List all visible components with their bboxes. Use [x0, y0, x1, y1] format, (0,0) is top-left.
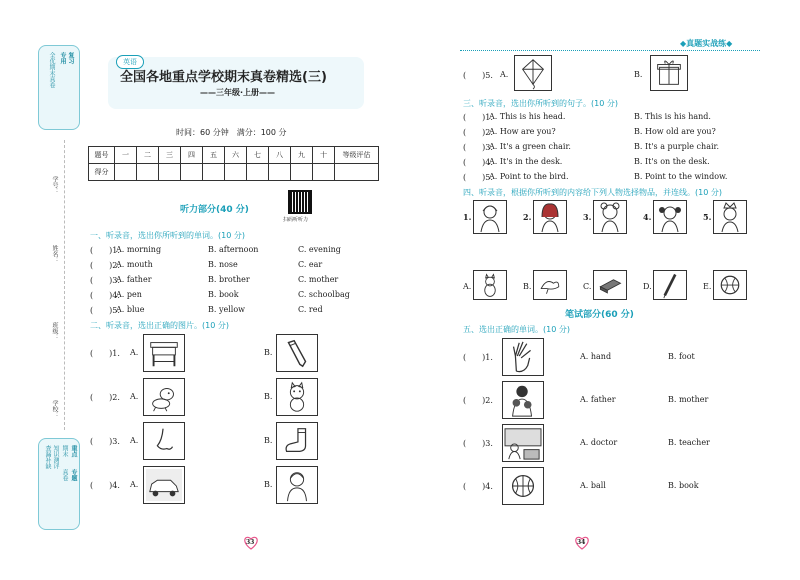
score-table-header-row [89, 147, 379, 164]
question-number: ( )4. [463, 158, 493, 167]
sidebar-bottom-tab [38, 438, 80, 530]
student-id-label: 学号： [51, 176, 58, 194]
score-cell: 九 [291, 147, 313, 164]
option-a: A. father [116, 275, 152, 284]
diamond-icon: ◆ [680, 38, 687, 48]
listening-title [180, 202, 249, 215]
option-b: B. book [208, 290, 239, 299]
question-number: ( )4. [463, 482, 493, 491]
sidebar-bottom-text-5: 知识测评 [52, 445, 59, 469]
sidebar-bottom-text-6: 查漏补缺 [44, 445, 51, 469]
question-number: ( )1. [90, 246, 120, 255]
sidebar-bottom-text-1: 重点 [70, 445, 77, 457]
girl-picture[interactable] [276, 466, 318, 504]
score-cell: 十 [313, 147, 335, 164]
option-a: A. ball [580, 481, 606, 490]
person-picture[interactable] [593, 200, 627, 234]
score-input-cell[interactable] [291, 164, 313, 181]
school-label: 学校： [51, 400, 58, 418]
option-b: B. It's a purple chair. [634, 142, 720, 151]
object-picture[interactable] [533, 270, 567, 300]
option-a: A. It's a green chair. [489, 142, 571, 151]
question-number: ( )4. [90, 481, 120, 490]
sidebar-top-text-2: 专用 [59, 52, 66, 64]
desk-picture[interactable] [143, 334, 185, 372]
question-number: ( )3. [463, 143, 493, 152]
person-number: 2. [523, 212, 532, 222]
header-badge [680, 38, 732, 49]
time-info: 时间：60 分钟 满分：100 分 [176, 128, 287, 137]
option-b: B. nose [208, 260, 238, 269]
sidebar-top-tab [38, 45, 80, 130]
score-input-cell[interactable] [137, 164, 159, 181]
option-a: A. father [580, 395, 616, 404]
score-cell: 六 [225, 147, 247, 164]
question-number: ( )3. [463, 439, 493, 448]
score-input-cell[interactable] [115, 164, 137, 181]
score-cell: 七 [247, 147, 269, 164]
option-b: B. mother [668, 395, 709, 404]
section2-title: 二、听录音，选出正确的图片。(10 分) [90, 321, 229, 330]
q5-number: ( )5. [463, 71, 493, 80]
diamond-icon: ◆ [726, 38, 733, 48]
right-page-number: 34 [577, 539, 586, 546]
class-label: 班级： [51, 322, 58, 340]
written-title [565, 307, 634, 320]
option-b: B. brother [208, 275, 250, 284]
question-number: ( )1. [90, 349, 120, 358]
car-picture[interactable] [143, 466, 185, 504]
score-input-cell[interactable] [335, 164, 379, 181]
option-b: B. yellow [208, 305, 245, 314]
option-a: A. pen [116, 290, 142, 299]
option-c: C. evening [298, 245, 341, 254]
written-title-text: 笔试部分(60 分) [565, 310, 634, 320]
option-b: B. This is his hand. [634, 112, 711, 121]
score-table [88, 146, 379, 181]
question-number: ( )3. [90, 276, 120, 285]
score-input-cell[interactable] [247, 164, 269, 181]
hand-picture[interactable] [502, 338, 544, 376]
option-a: A. How are you? [489, 127, 556, 136]
nose-picture[interactable] [143, 422, 185, 460]
question-number: ( )2. [90, 393, 120, 402]
score-input-cell[interactable] [269, 164, 291, 181]
score-cell: 八 [269, 147, 291, 164]
listening-title-text: 听力部分(40 分) [180, 205, 249, 215]
option-b: B. [264, 436, 273, 445]
person-number: 5. [703, 212, 712, 222]
score-input-cell[interactable] [225, 164, 247, 181]
object-picture[interactable] [473, 270, 507, 300]
option-b: B. foot [668, 352, 695, 361]
question-number: ( )5. [90, 306, 120, 315]
section4-title: 四、听录音，根据你所听到的内容给下列人物选择物品，并连线。(10 分) [463, 188, 722, 197]
score-cell: 等级评估 [335, 147, 379, 164]
sidebar-top-text-3: 全优期末真卷 [48, 52, 55, 88]
section1-title: 一、听录音，选出你所听到的单词。(10 分) [90, 231, 245, 240]
question-number: ( )2. [463, 128, 493, 137]
option-a: A. [130, 436, 139, 445]
question-number: ( )3. [90, 437, 120, 446]
section5-title: 五、选出正确的单词。(10 分) [463, 325, 570, 334]
score-cell: 五 [203, 147, 225, 164]
cut-line [64, 140, 65, 430]
crayon-picture[interactable] [276, 334, 318, 372]
score-cell: 二 [137, 147, 159, 164]
object-label: D. [643, 282, 652, 291]
option-a: A. blue [116, 305, 145, 314]
question-number: ( )1. [463, 353, 493, 362]
question-number: ( )2. [463, 396, 493, 405]
option-b: B. afternoon [208, 245, 259, 254]
option-c: C. schoolbag [298, 290, 350, 299]
object-label: B. [523, 282, 532, 291]
person-picture[interactable] [653, 200, 687, 234]
question-number: ( )1. [463, 113, 493, 122]
option-b: B. It's on the desk. [634, 157, 710, 166]
option-b: B. teacher [668, 438, 710, 447]
score-cell: 三 [159, 147, 181, 164]
person-number: 1. [463, 212, 472, 222]
question-number: ( )2. [90, 261, 120, 270]
person-picture[interactable] [473, 200, 507, 234]
object-label: A. [463, 282, 472, 291]
qr-code[interactable] [288, 190, 312, 214]
sidebar-bottom-text-2: 专题 [70, 469, 77, 481]
object-picture[interactable] [653, 270, 687, 300]
q5-option-b: B. [634, 70, 643, 79]
option-a: A. hand [580, 352, 612, 361]
dog-picture[interactable] [143, 378, 185, 416]
score-cell: 题号 [89, 147, 115, 164]
score-input-cell[interactable] [313, 164, 335, 181]
ball-picture[interactable] [502, 467, 544, 505]
page-title: 全国各地重点学校期末真卷精选(三) [120, 70, 327, 85]
option-b: B. How old are you? [634, 127, 716, 136]
kite-picture[interactable] [514, 55, 552, 91]
option-b: B. book [668, 481, 699, 490]
header-rule [460, 50, 760, 51]
teacher-picture[interactable] [502, 424, 544, 462]
option-a: A. It's in the desk. [489, 157, 563, 166]
person-number: 4. [643, 212, 652, 222]
option-c: C. ear [298, 260, 323, 269]
option-a: A. [130, 480, 139, 489]
cat-picture[interactable] [276, 378, 318, 416]
score-table-score-row [89, 164, 379, 181]
object-picture[interactable] [713, 270, 747, 300]
option-a: A. doctor [580, 438, 618, 447]
name-label: 姓名： [51, 245, 58, 263]
q5-option-a: A. [500, 70, 509, 79]
person-picture[interactable] [713, 200, 747, 234]
option-a: A. This is his head. [489, 112, 566, 121]
object-label: C. [583, 282, 592, 291]
score-input-cell[interactable] [181, 164, 203, 181]
option-b: B. [264, 392, 273, 401]
person-picture[interactable] [533, 200, 567, 234]
option-a: A. Point to the bird. [489, 172, 569, 181]
page-subtitle: ——三年级·上册—— [200, 88, 276, 97]
option-b: B. [264, 480, 273, 489]
sidebar-top-text-1: 复习 [67, 52, 74, 64]
option-b: B. [264, 348, 273, 357]
score-cell: 四 [181, 147, 203, 164]
question-number: ( )4. [90, 291, 120, 300]
score-input-cell[interactable] [159, 164, 181, 181]
left-page-number: 33 [246, 539, 255, 546]
subject-badge: 英语 [116, 55, 144, 69]
sidebar-bottom-text-4: 真卷 [61, 469, 68, 481]
section3-title: 三、听录音，选出你所听到的句子。(10 分) [463, 99, 618, 108]
score-row-label: 得分 [89, 164, 115, 181]
family-picture[interactable] [502, 381, 544, 419]
object-label: E. [703, 282, 712, 291]
option-a: A. morning [116, 245, 162, 254]
question-number: ( )5. [463, 173, 493, 182]
option-b: B. Point to the window. [634, 172, 728, 181]
gift-picture[interactable] [650, 55, 688, 91]
option-a: A. mouth [116, 260, 153, 269]
qr-caption: 扫码听听力 [283, 217, 309, 223]
option-c: C. red [298, 305, 323, 314]
sidebar-bottom-text-3: 期末 [61, 445, 68, 457]
person-number: 3. [583, 212, 592, 222]
object-picture[interactable] [593, 270, 627, 300]
option-a: A. [130, 348, 139, 357]
sock-picture[interactable] [276, 422, 318, 460]
score-input-cell[interactable] [203, 164, 225, 181]
score-cell: 一 [115, 147, 137, 164]
option-c: C. mother [298, 275, 339, 284]
option-a: A. [130, 392, 139, 401]
header-badge-text: 真题实战练 [686, 38, 727, 48]
